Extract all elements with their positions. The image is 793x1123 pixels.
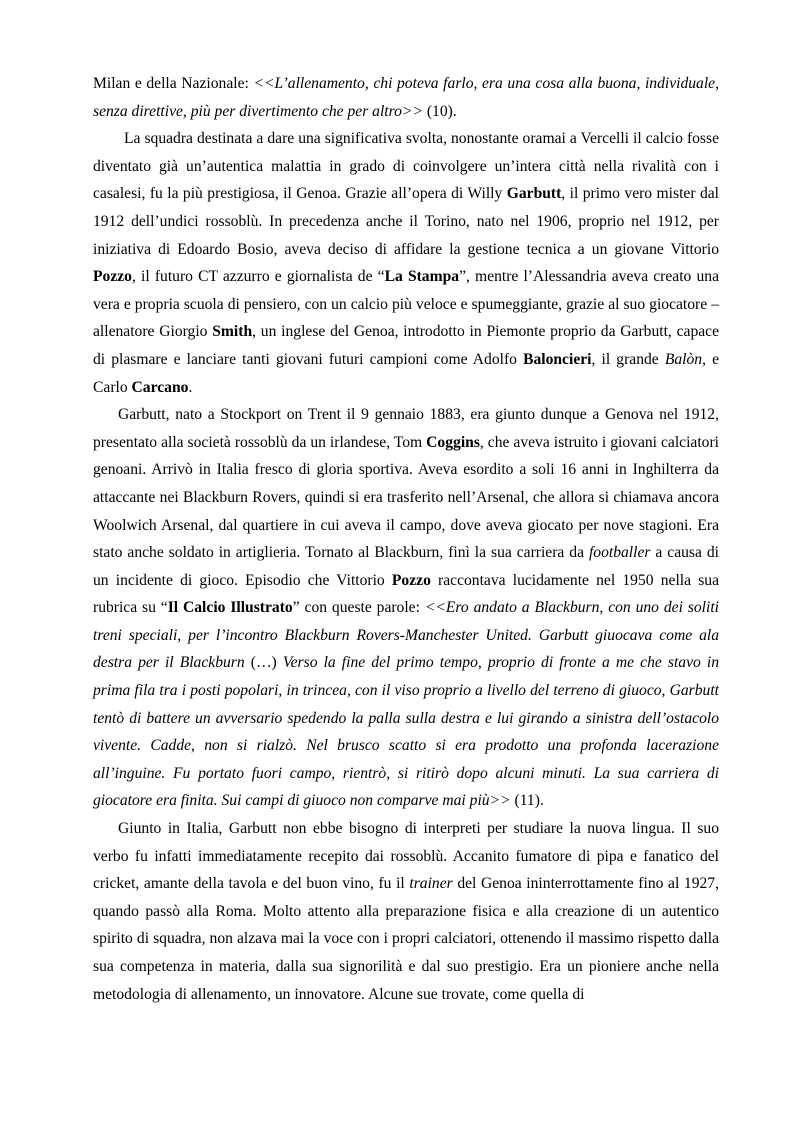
italic-run: footballer — [588, 544, 651, 562]
text-run: , un inglese del Genoa, introdotto in Piemonte proprio da Garbutt, capace di plasmare e lanciare tanti giovani futuri campioni come Adolfo — [93, 323, 720, 368]
text-run: , il primo vero mister dal 1912 dell’undici rossoblù. In precedenza anche il Torino, nato nel 1906, proprio nel 1912, per iniziativa di Edoardo Bosio, aveva deciso di affidare la gestione tecnica a un giovane Vittorio — [93, 185, 719, 258]
bold-run: Carcano — [131, 378, 189, 396]
text-run: ” con queste parole: — [292, 599, 425, 617]
text-run: raccontava lucidamente nel 1950 nella sua rubrica su “ — [93, 571, 719, 617]
bold-run: La Stampa — [384, 268, 460, 286]
paragraph — [93, 401, 719, 815]
text-run: ”, mentre l’Alessandria aveva creato una vera e propria scuola di pensiero, con un calcio più veloce e spumeggiante, grazie al suo giocatore – allenatore Giorgio — [93, 268, 720, 341]
italic-run: trainer — [409, 875, 453, 893]
text-run: Garbutt, nato a Stockport on Trent il 9 gennaio 1883, era giunto dunque a Genova nel 1912, presentato alla società rossoblù da un irlandese, Tom — [93, 406, 719, 451]
paragraph — [93, 125, 719, 401]
text-run: , che aveva istruito i giovani calciatori genoani. Arrivò in Italia fresco di gloria sportiva. Aveva esordito a soli 16 anni in Inghilterra da attaccante nei Blackburn Rovers, quindi si era trasferito nell’Arsenal, che allora si chiamava ancora Woolwich Arsenal, dal quartiere in cui aveva il campo, dove aveva giocato per nove stagioni. Era stato anche soldato in artiglieria. Tornato al Blackburn, finì la sua carriera da — [93, 433, 719, 562]
italic-run: <<L’allenamento, chi poteva farlo, era una cosa alla buona, individuale, senza direttive, più per divertimento che per altro>> — [93, 75, 719, 120]
paragraph — [93, 815, 719, 1008]
italic-run: <<Ero andato a Blackburn, con uno dei soliti treni speciali, per l’incontro Blackburn Rovers-Manchester United. Garbutt giuocava come ala destra per il Blackburn — [93, 599, 719, 672]
bold-run: Pozzo — [391, 571, 431, 589]
text-run: , il grande — [591, 350, 665, 368]
body-text — [93, 70, 719, 1008]
text-run: a causa di un incidente di gioco. Episodio che Vittorio — [93, 544, 719, 589]
bold-run: Pozzo — [93, 268, 132, 286]
text-run: (11). — [510, 792, 544, 810]
text-run: . — [188, 378, 193, 396]
text-run: Giunto in Italia, Garbutt non ebbe bisogno di interpreti per studiare la nuova lingua. Il suo verbo fu infatti immediatamente recepito dai rossoblù. Accanito fumatore di pipa e fanatico del cricket, amante della tavola e del buon vino, fu il — [93, 820, 719, 893]
bold-run: Il Calcio Illustrato — [167, 599, 293, 617]
bold-run: Garbutt — [506, 185, 562, 203]
text-run: del Genoa ininterrottamente fino al 1927, quando passò alla Roma. Molto attento alla preparazione fisica e alla creazione di un autentico spirito di squadra, non alzava mai la voce con i propri calciatori, ottenendo il massimo rispetto dalla sua competenza in materia, dalla sua signorilità e dal suo prestigio. Era un pioniere anche nella metodologia di allenamento, un innovatore. Alcune sue trovate, come quella di — [93, 875, 720, 1003]
bold-run: Smith — [212, 323, 253, 341]
bold-run: Coggins — [426, 433, 480, 451]
paragraph — [93, 70, 719, 125]
italic-run: Balòn — [664, 350, 703, 368]
bold-run: Baloncieri — [523, 350, 592, 368]
text-run: (10). — [422, 102, 457, 120]
text-run: Milan e della Nazionale: — [93, 75, 254, 92]
text-run: , e Carlo — [93, 350, 720, 396]
text-run: La squadra destinata a dare una significativa svolta, nonostante oramai a Vercelli il calcio fosse diventato già un’autentica malattia in grado di coinvolgere un’intera città nella rivalità con i casalesi, fu la più prestigiosa, il Genoa. Grazie all’opera di Willy — [93, 130, 719, 203]
italic-run: Verso la fine del primo tempo, proprio di fronte a me che stavo in prima fila tra i posti popolari, in trincea, con il viso proprio a livello del terreno di giuoco, Garbutt tentò di battere un avversario spedendo la palla sulla destra e lui girando a sinistra dell’ostacolo vivente. Cadde, non si rialzò. Nel brusco scatto si era prodotto una profonda lacerazione all’inguine. Fu portato fuori campo, rientrò, si ritirò dopo alcuni minuti. La sua carriera di giocatore era finita. Sui campi di giuoco non comparve mai più>> — [93, 654, 720, 810]
text-run: , il futuro CT azzurro e giornalista de “ — [131, 268, 385, 286]
text-run: (…) — [244, 654, 283, 672]
